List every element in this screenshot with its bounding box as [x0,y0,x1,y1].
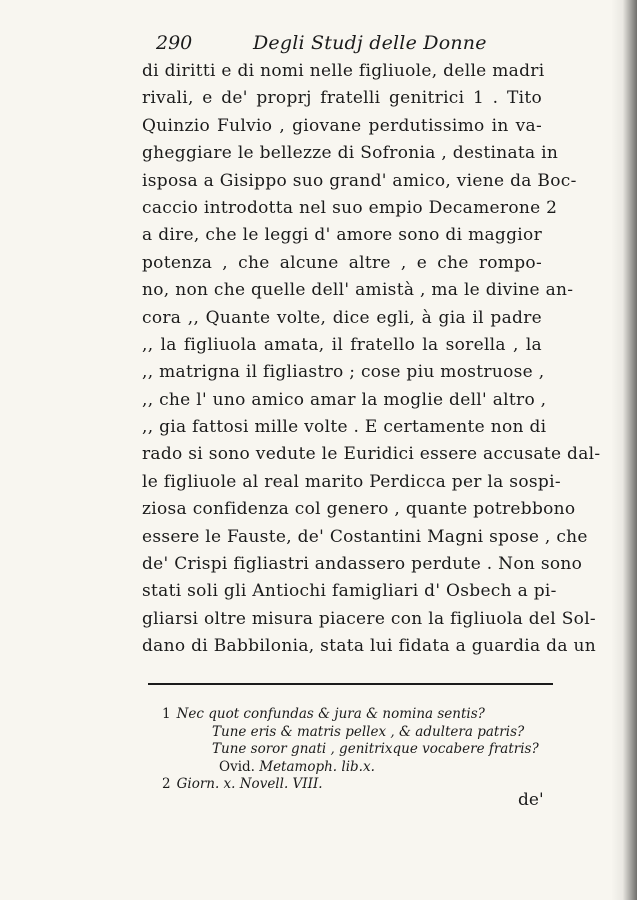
footnote-1-text: Nec quot confundas & jura & nomina sentis? [176,706,485,722]
body-line: essere le Fauste, de' Costantini Magni spose , che [142,526,588,547]
body-line: isposa a Gisippo suo grand' amico, viene da Boc- [142,170,577,191]
footnote-2-text: Giorn. x. Novell. VIII. [176,776,323,792]
body-line: dano di Babbilonia, stata lui fidata a guardia da un [142,636,596,657]
body-line: le figliuole al real marito Perdicca per la sospi- [142,471,561,492]
footnote-1-source [162,759,562,777]
body-line: gheggiare le bellezze di Sofronia , destinata in [142,143,559,164]
body-line: di diritti e di nomi nelle figliuole, delle madri [142,61,545,81]
body-line: rado si sono vedute le Euridici essere accusate dal- [142,444,601,465]
body-line: Quinzio Fulvio , giovane perdutissimo in va- [142,115,542,136]
body-line: ziosa confidenza col genero , quante potrebbono [142,499,576,520]
footnote-1-mark: 1 [162,706,171,722]
page-number: 290 [156,32,193,54]
body-line: rivali, e de' proprj fratelli genitrici 1 . Tito [142,88,542,109]
body-line: ,, gia fattosi mille volte . E certamente non di [142,417,547,438]
footnote-2-mark: 2 [162,776,171,792]
body-line: cora ,, Quante volte, dice egli, à gia il padre [142,307,542,328]
body-line: ,, che l' uno amico amar la moglie dell' altro , [142,389,547,410]
catchword: de' [518,790,544,810]
body-line: de' Crispi figliastri andassero perdute . Non sono [142,554,583,575]
body-text [142,58,601,661]
footnote-1-line-1 [162,706,562,724]
body-line: no, non che quelle dell' amistà , ma le divine an- [142,280,574,301]
footnote-1-source-work: Metamoph. lib.x. [259,758,375,775]
body-line: caccio introdotta nel suo empio Decamerone 2 [142,197,558,218]
footnote-1-line-3: Tune soror gnati , genitrixque vocabere fratris? [212,741,539,757]
page-header [156,32,486,56]
footnote-1-source-author: Ovid. [219,758,255,775]
footnote-1-line-2: Tune eris & matris pellex , & adultera patris? [212,723,525,740]
footnote-2 [162,776,562,794]
body-line: potenza , che alcune altre , e che rompo- [142,252,542,273]
body-line: stati soli gli Antiochi famigliari d' Osbech a pi- [142,581,557,602]
body-line: gliarsi oltre misura piacere con la figliuola del Sol- [142,608,596,629]
page-edge-shadow [611,0,637,900]
running-head: Degli Studj delle Donne [253,32,487,54]
body-line: ,, la figliuola amata, il fratello la sorella , la [142,334,542,355]
footnotes [162,706,562,794]
body-line: a dire, che le leggi d' amore sono di maggior [142,225,542,246]
footnote-rule [148,683,553,685]
body-line: ,, matrigna il figliastro ; cose piu mostruose , [142,362,545,383]
